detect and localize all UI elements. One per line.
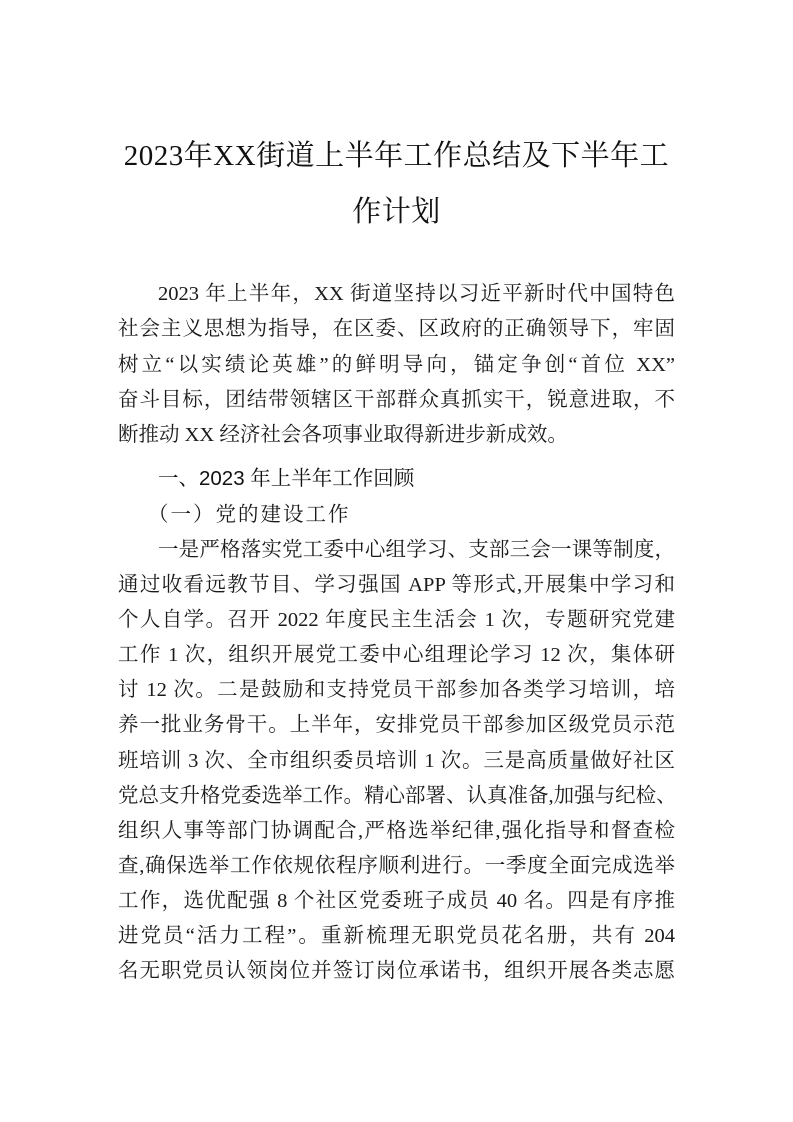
- body-line: 进党员“活力工程”。重新梳理无职党员花名册，共有 204: [118, 925, 675, 947]
- body-line: 党总支升格党委选举工作。精心部署、认真准备,加强与纪检、: [118, 785, 677, 807]
- intro-line: 奋斗目标，团结带领辖区干部群众真抓实干，锐意进取，不: [118, 389, 675, 411]
- subsection-heading: （一）党的建设工作: [148, 502, 351, 526]
- body-line: 名无职党员认领岗位并签订岗位承诺书，组织开展各类志愿: [118, 960, 675, 982]
- body-line: 班培训 3 次、全市组织委员培训 1 次。三是高质量做好社区: [118, 750, 675, 772]
- body-line: 养一批业务骨干。上半年，安排党员干部参加区级党员示范: [118, 714, 675, 736]
- body-line: 讨 12 次。二是鼓励和支持党员干部参加各类学习培训，培: [118, 679, 675, 701]
- section-heading: 一、2023 年上半年工作回顾: [158, 467, 415, 490]
- body-line: 个人自学。召开 2022 年度民主生活会 1 次，专题研究党建: [118, 609, 675, 631]
- intro-line: 断推动 XX 经济社会各项事业取得新进步新成效。: [118, 424, 568, 446]
- intro-line: 2023 年上半年，XX 街道坚持以习近平新时代中国特色: [158, 283, 675, 305]
- body-line: 组织人事等部门协调配合,严格选举纪律,强化指导和督查检: [118, 820, 675, 842]
- intro-line: 社会主义思想为指导，在区委、区政府的正确领导下，牢固: [118, 318, 675, 340]
- body-line: 工作，选优配强 8 个社区党委班子成员 40 名。四是有序推: [118, 890, 675, 912]
- body-line: 查,确保选举工作依规依程序顺利进行。一季度全面完成选举: [118, 855, 675, 877]
- document-title-line-2: 作计划: [352, 196, 441, 228]
- body-line: 工作 1 次，组织开展党工委中心组理论学习 12 次，集体研: [118, 644, 675, 666]
- body-line: 一是严格落实党工委中心组学习、支部三会一课等制度，: [158, 539, 675, 561]
- intro-line: 树立“以实绩论英雄”的鲜明导向，锚定争创“首位 XX”: [118, 354, 675, 376]
- body-line: 通过收看远教节目、学习强国 APP 等形式,开展集中学习和: [118, 574, 675, 596]
- document-title-line-1: 2023年XX街道上半年工作总结及下半年工: [123, 140, 670, 172]
